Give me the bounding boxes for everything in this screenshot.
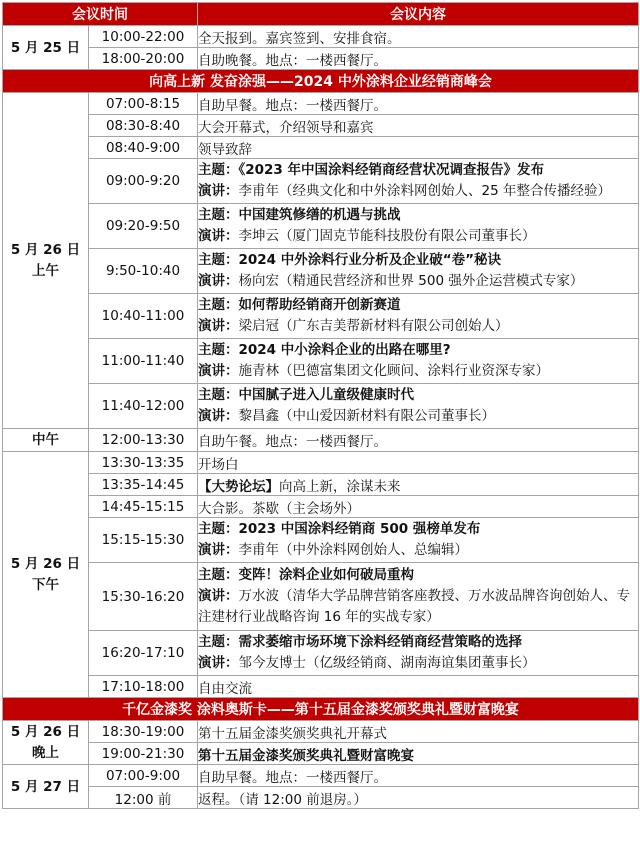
content-cell: 第十五届金漆奖颁奖典礼暨财富晚宴 bbox=[198, 743, 639, 765]
speaker-line bbox=[198, 181, 638, 202]
time-cell: 11:00-11:40 bbox=[89, 339, 198, 384]
day-part: 下午 bbox=[32, 576, 59, 593]
speaker-label: 演讲： bbox=[198, 273, 239, 289]
table-row bbox=[3, 631, 639, 676]
speaker-text: 邹今友博士（亿级经销商、湖南海谊集团董事长） bbox=[238, 655, 536, 671]
topic-label: 主题： bbox=[198, 252, 239, 268]
day-label-may26-afternoon bbox=[3, 452, 89, 698]
forum-text: 向高上新，涂谋未来 bbox=[279, 478, 401, 495]
topic-text: 如何帮助经销商开创新赛道 bbox=[238, 297, 401, 313]
time-cell: 12:00 前 bbox=[89, 787, 198, 809]
topic-label: 主题： bbox=[198, 634, 239, 650]
topic-line bbox=[198, 565, 638, 586]
topic-text: 2024 中小涂料企业的出路在哪里? bbox=[238, 342, 451, 358]
time-cell: 16:20-17:10 bbox=[89, 631, 198, 676]
topic-line bbox=[198, 385, 638, 406]
speaker-text: 黎昌鑫（中山爱因新材料有限公司董事长） bbox=[238, 408, 495, 424]
summit-banner: 向高上新 发奋涂强——2024 中外涂料企业经销商峰会 bbox=[3, 70, 639, 93]
table-row bbox=[3, 429, 639, 452]
topic-label: 主题： bbox=[198, 387, 239, 403]
speaker-text: 李甫年（经典文化和中外涂料网创始人、25 年整合传播经验） bbox=[238, 183, 611, 199]
table-row bbox=[3, 676, 639, 698]
content-cell bbox=[198, 294, 639, 339]
time-cell: 14:45-15:15 bbox=[89, 496, 198, 518]
time-cell: 10:00-22:00 bbox=[89, 26, 198, 48]
table-row bbox=[3, 474, 639, 496]
topic-label: 主题： bbox=[198, 162, 239, 178]
day-date: 5 月 26 日 bbox=[10, 723, 81, 740]
table-row bbox=[3, 204, 639, 249]
content-cell: 自助早餐。地点：一楼西餐厅。 bbox=[198, 765, 639, 787]
content-cell: 返程。（请 12:00 前退房。） bbox=[198, 787, 639, 809]
day-part: 晚上 bbox=[32, 744, 59, 761]
table-row bbox=[3, 137, 639, 159]
topic-text: 需求萎缩市场环境下涂料经销商经营策略的选择 bbox=[238, 634, 522, 650]
speaker-text: 万水波（清华大学品牌营销客座教授、万水波品牌咨询创始人、专 bbox=[238, 588, 630, 604]
speaker-line bbox=[198, 226, 638, 247]
content-cell: 自助早餐。地点：一楼西餐厅。 bbox=[198, 93, 639, 115]
speaker-text: 杨向宏（精通民营经济和世界 500 强外企运营模式专家） bbox=[238, 273, 584, 289]
content-cell bbox=[198, 563, 639, 631]
topic-label: 主题： bbox=[198, 207, 239, 223]
time-cell: 13:35-14:45 bbox=[89, 474, 198, 496]
day-date: 5 月 26 日 bbox=[10, 555, 81, 572]
table-row bbox=[3, 339, 639, 384]
speaker-text: 李甫年（中外涂料网创始人、总编辑） bbox=[238, 542, 468, 558]
time-cell: 9:50-10:40 bbox=[89, 249, 198, 294]
table-row bbox=[3, 518, 639, 563]
content-cell bbox=[198, 474, 639, 496]
speaker-line bbox=[198, 586, 638, 607]
speaker-label: 演讲： bbox=[198, 588, 239, 604]
day-label-noon: 中午 bbox=[3, 429, 89, 452]
content-cell bbox=[198, 518, 639, 563]
awards-banner: 千亿金漆奖 涂料奥斯卡——第十五届金漆奖颁奖典礼暨财富晚宴 bbox=[3, 698, 639, 721]
content-cell: 全天报到。嘉宾签到、安排食宿。 bbox=[198, 26, 639, 48]
topic-label: 主题： bbox=[198, 567, 239, 583]
speaker-label: 演讲： bbox=[198, 408, 239, 424]
section-banner-row bbox=[3, 698, 639, 721]
time-cell: 13:30-13:35 bbox=[89, 452, 198, 474]
content-cell: 开场白 bbox=[198, 452, 639, 474]
topic-text: 2023 中国涂料经销商 500 强榜单发布 bbox=[238, 521, 481, 537]
speaker-label: 演讲： bbox=[198, 542, 239, 558]
table-row bbox=[3, 159, 639, 204]
table-row bbox=[3, 743, 639, 765]
speaker-label: 演讲： bbox=[198, 318, 239, 334]
time-cell: 08:30-8:40 bbox=[89, 115, 198, 137]
topic-line bbox=[198, 295, 638, 316]
speaker-line bbox=[198, 406, 638, 427]
content-cell bbox=[198, 631, 639, 676]
topic-label: 主题： bbox=[198, 342, 239, 358]
time-cell: 09:00-9:20 bbox=[89, 159, 198, 204]
speaker-line bbox=[198, 316, 638, 337]
time-cell: 10:40-11:00 bbox=[89, 294, 198, 339]
content-cell: 自助晚餐。地点：一楼西餐厅。 bbox=[198, 48, 639, 70]
agenda-table bbox=[2, 2, 639, 809]
day-label-may27: 5 月 27 日 bbox=[3, 765, 89, 809]
time-cell: 15:30-16:20 bbox=[89, 563, 198, 631]
topic-line bbox=[198, 205, 638, 226]
day-label-may26-morning bbox=[3, 93, 89, 429]
time-cell: 19:00-21:30 bbox=[89, 743, 198, 765]
time-cell: 17:10-18:00 bbox=[89, 676, 198, 698]
content-cell bbox=[198, 204, 639, 249]
table-row bbox=[3, 787, 639, 809]
topic-line bbox=[198, 160, 638, 181]
speaker-label: 演讲： bbox=[198, 228, 239, 244]
time-cell: 08:40-9:00 bbox=[89, 137, 198, 159]
forum-label: 【大势论坛】 bbox=[198, 478, 279, 495]
day-date: 5 月 26 日 bbox=[10, 241, 81, 258]
content-cell: 自助午餐。地点：一楼西餐厅。 bbox=[198, 429, 639, 452]
section-banner-row bbox=[3, 70, 639, 93]
content-cell bbox=[198, 384, 639, 429]
time-cell: 18:30-19:00 bbox=[89, 721, 198, 743]
content-cell: 大会开幕式，介绍领导和嘉宾 bbox=[198, 115, 639, 137]
speaker-text: 梁启冠（广东吉美帮新材料有限公司创始人） bbox=[238, 318, 509, 334]
header-time: 会议时间 bbox=[3, 3, 198, 26]
topic-label: 主题： bbox=[198, 297, 239, 313]
time-cell: 09:20-9:50 bbox=[89, 204, 198, 249]
time-cell: 18:00-20:00 bbox=[89, 48, 198, 70]
table-row bbox=[3, 93, 639, 115]
table-row bbox=[3, 384, 639, 429]
topic-text: 《2023 年中国涂料经销商经营状况调查报告》发布 bbox=[238, 162, 545, 178]
table-row bbox=[3, 249, 639, 294]
time-cell: 11:40-12:00 bbox=[89, 384, 198, 429]
content-cell: 第十五届金漆奖颁奖典礼开幕式 bbox=[198, 721, 639, 743]
table-row bbox=[3, 48, 639, 70]
content-cell bbox=[198, 339, 639, 384]
table-header-row bbox=[3, 3, 639, 26]
topic-label: 主题： bbox=[198, 521, 239, 537]
topic-line bbox=[198, 519, 638, 540]
topic-text: 2024 中外涂料行业分析及企业破“卷”秘诀 bbox=[238, 252, 502, 268]
content-cell bbox=[198, 249, 639, 294]
content-cell: 大合影。茶歇（主会场外） bbox=[198, 496, 639, 518]
content-cell bbox=[198, 159, 639, 204]
table-row bbox=[3, 765, 639, 787]
speaker-text: 施青林（巴德富集团文化顾问、涂料行业资深专家） bbox=[238, 363, 549, 379]
speaker-line bbox=[198, 540, 638, 561]
speaker-label: 演讲： bbox=[198, 363, 239, 379]
table-row bbox=[3, 452, 639, 474]
content-cell: 自由交流 bbox=[198, 676, 639, 698]
content-cell: 领导致辞 bbox=[198, 137, 639, 159]
table-row bbox=[3, 496, 639, 518]
day-part: 上午 bbox=[32, 262, 59, 279]
topic-text: 变阵！涂料企业如何破局重构 bbox=[238, 567, 414, 583]
topic-line bbox=[198, 250, 638, 271]
speaker-line bbox=[198, 653, 638, 674]
table-row bbox=[3, 563, 639, 631]
day-label-may26-evening bbox=[3, 721, 89, 765]
speaker-label: 演讲： bbox=[198, 655, 239, 671]
header-content: 会议内容 bbox=[198, 3, 639, 26]
table-row bbox=[3, 115, 639, 137]
speaker-line-continued: 注建材行业战略咨询 16 年的实战专家） bbox=[198, 609, 440, 625]
topic-text: 中国建筑修缮的机遇与挑战 bbox=[238, 207, 401, 223]
topic-line bbox=[198, 340, 638, 361]
speaker-text: 李坤云（厦门固克节能科技股份有限公司董事长） bbox=[238, 228, 536, 244]
topic-text: 中国腻子进入儿童级健康时代 bbox=[238, 387, 414, 403]
time-cell: 15:15-15:30 bbox=[89, 518, 198, 563]
table-row bbox=[3, 26, 639, 48]
time-cell: 12:00-13:30 bbox=[89, 429, 198, 452]
table-row bbox=[3, 721, 639, 743]
topic-line bbox=[198, 632, 638, 653]
speaker-label: 演讲： bbox=[198, 183, 239, 199]
time-cell: 07:00-9:00 bbox=[89, 765, 198, 787]
speaker-line bbox=[198, 271, 638, 292]
speaker-line bbox=[198, 361, 638, 382]
table-row bbox=[3, 294, 639, 339]
day-label-may25: 5 月 25 日 bbox=[3, 26, 89, 70]
time-cell: 07:00-8:15 bbox=[89, 93, 198, 115]
